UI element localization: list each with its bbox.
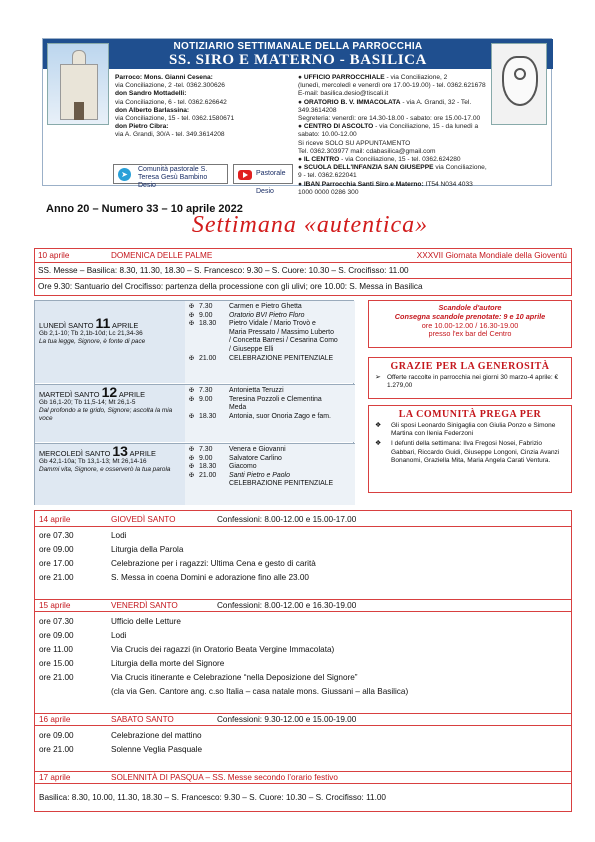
palm-masses: SS. Messe – Basilica: 8.30, 11.30, 18.30 – S. Francesco: 9.30 – S. Cuore: 10.30 – S. Crocifisso: 11.00	[38, 266, 409, 275]
scandole-place: presso l'ex bar del Centro	[428, 329, 512, 339]
monday-masses: ✠ 7.30 Carmen e Pietro Ghetta ✠ 9.00 Oratorio BVI Pietro Floro ✠ 18.30 Pietro Vidale / Mario Trovò e Maria Pressato / Massimo Luberto / Concetta Barresi / Cesarina Como / Giuseppe Elli ✠ 21.00 CELEBRAZIONE PENITENZIALE	[185, 301, 355, 383]
donations-text: Offerte raccolte in parrocchia nei giorni 30 marzo-4 aprile: € 1.279,00	[387, 374, 559, 389]
thursday-header: 14 aprile GIOVEDÌ SANTO Confessioni: 8.00-12.00 e 15.00-17.00	[35, 514, 571, 527]
church-photo	[47, 43, 109, 125]
palm-note: XXXVII Giornata Mondiale della Gioventù	[416, 251, 567, 260]
bullet-icon: ❖	[375, 440, 382, 448]
palm-date: 10 aprile	[38, 251, 70, 260]
day-tuesday: MARTEDÌ SANTO 12 APRILE Gb 16,1-20; Tb 11,5-14; Mt 26,1-5 Dal profondo a te grido, Signore; ascolta la mia voce	[35, 384, 185, 442]
weekday-intentions	[34, 300, 354, 505]
tuesday-masses: ✠ 7.30 Antonietta Teruzzi ✠ 9.00 Teresina Pozzoli e Clementina Meda ✠ 18.30 Antonia, suor Onoria Zago e fam.	[185, 384, 355, 442]
prayer-deceased: I defunti della settimana: Ilva Fregosi Nosei, Fabrizio Gabbari, Riccardo Guidi, Giuseppe Longoni, Cinzia Avanzi Bonanomi, Graziella Mita, Maria Angela Carati Ventura.	[391, 440, 560, 464]
donations-title: GRAZIE PER LA GENEROSITÀ	[390, 361, 550, 372]
palm-procession: Ore 9.30: Santuario del Crocifisso: partenza della processione con gli ulivi; ore 10.00: S. Messa in Basilica	[35, 278, 571, 292]
masthead-banner	[43, 39, 553, 69]
issue-line: Anno 20 – Numero 33 – 10 aprile 2022	[46, 203, 243, 215]
telegram-icon: ➤	[118, 168, 131, 181]
parish-seal-icon	[491, 43, 547, 125]
prayer-spouses: Gli sposi Leonardo Sinigaglia con Giulia Ponzo e Simone Martina con Ilenia Federzoni	[391, 422, 556, 438]
newsletter-kicker: NOTIZIARIO SETTIMANALE DELLA PARROCCHIA	[173, 41, 423, 52]
prayer-box	[368, 405, 572, 493]
scandole-hours: ore 10.00-12.00 / 16.30-19.00	[421, 320, 519, 330]
easter-header: 17 aprile SOLENNITÀ DI PASQUA – SS. Messe secondo l’orario festivo	[35, 771, 571, 784]
prayer-title: LA COMUNITÀ PREGA PER	[398, 409, 542, 420]
bullet-icon: ➢	[375, 374, 381, 381]
holy-week-box: 14 aprile GIOVEDÌ SANTO Confessioni: 8.00-12.00 e 15.00-17.00 ore 07.30 Lodi ore 09.00 Liturgia della Parola ore 17.00 Celebrazione per i ragazzi: Ultima Cena e gesto di carità ore 21.00 S. Messa in coena Domini e adorazione fino alle 23.00 15 aprile VENERDÌ SANTO Confessioni: 8.00-12.00 e 16.30-19.00 ore 07.30 Ufficio delle Letture ore 09.00 Lodi ore 11.00 Via Crucis dei ragazzi (in Oratorio Beata Vergine Immacolata) ore 15.00 Liturgia della morte del Signore ore 21.00 Via Crucis itinerante e Celebrazione “nella Deposizione del Signore” (cla via Gen. Cantore ang. c.so Italia – casa natale mons. Giussani – alla Basilica) 16 aprile SABATO SANTO Confessioni: 9.30-12.00 e 15.00-19.00 ore 09.00 Celebrazione del mattino ore 21.00 Solenne Veglia Pasquale 17 aprile SOLENNITÀ DI PASQUA – SS. Messe secondo l’orario festivo Basilica: 8.30, 10.00, 11.30, 18.30 – S. Francesco: 9.30 – S. Cuore: 10.30 – S. Crocifisso: 11.00	[34, 510, 572, 812]
scandole-delivery: Consegna scandole prenotate: 9 e 10 aprile	[394, 311, 546, 321]
youtube-icon	[238, 170, 252, 180]
palm-sunday-box	[34, 248, 572, 296]
bullet-icon: ❖	[375, 422, 382, 429]
day-wednesday: MERCOLEDÌ SANTO 13 APRILE Gb 42,1-10a; Tb 13,1-13; Mt 26,14-16 Dammi vita, Signore, e osserverò la tua parola	[35, 443, 185, 505]
scandole-box	[368, 300, 572, 348]
masthead	[42, 38, 552, 196]
parish-name: SS. SIRO E MATERNO - BASILICA	[168, 52, 427, 68]
page-title: Settimana «autentica»	[191, 212, 429, 238]
clergy-list: Parroco: Mons. Gianni Cesena: via Conciliazione, 2 -tel. 0362.300626 don Sandro Mottadelli: via Conciliazione, 6 - tel. 0362.626642 don Alberto Barlassina: via Conciliazione, 15 - tel. 0362.1580671 don Pietro Cibra: via A. Grandi, 30/A - tel. 349.3614208	[115, 74, 235, 139]
friday-header: 15 aprile VENERDÌ SANTO Confessioni: 8.00-12.00 e 16.30-19.00	[35, 599, 571, 612]
palm-name: DOMENICA DELLE PALME	[111, 251, 213, 260]
day-monday: LUNEDÌ SANTO 11 APRILE Gb 2,1-10; Tb 2,1b-10d; Lc 21,34-36 La tua legge, Signore, è fonte di pace	[35, 301, 185, 383]
saturday-header: 16 aprile SABATO SANTO Confessioni: 9.30-12.00 e 15.00-19.00	[35, 713, 571, 726]
wednesday-masses: ✠ 7.30 Venera e Giovanni ✠ 9.00 Salvatore Carlino ✠ 18.30 Giacomo ✠ 21.00 Santi Pietro e Paolo CELEBRAZIONE PENITENZIALE	[185, 443, 355, 505]
offices-list: ● UFFICIO PARROCCHIALE - via Conciliazione, 2 (lunedì, mercoledì e venerdì ore 17.00-19.00) - tel. 0362.621678 E-mail: basilica.desio@tiscali.it ● ORATORIO B. V. IMMACOLATA - via A. Grandi, 32 - Tel. 349.3614208 Segreteria: venerdì: ore 14.30-18.00 - sabato: ore 15.00-17.00 ● CENTRO DI ASCOLTO - via Conciliazione, 15 - da lunedì a sabato: 10.00-12.00 Si riceve SOLO SU APPUNTAMENTO Tel. 0362.303977 mail: cdabasilica@gmail.com ● IL CENTRO - via Conciliazione, 15 - tel. 0362.624280 ● SCUOLA DELL'INFANZIA SAN GIUSEPPE via Conciliazione, 9 - tel. 0362.622041 ● IBAN Parrocchia Santi Siro e Materno: IT54 N034 4033 1000 0000 0286 300	[298, 74, 487, 196]
scandole-title: Scandole d'autore	[438, 303, 502, 312]
telegram-link[interactable]: ➤ Comunità pastorale S. Teresa Gesù Bambino Desio	[113, 164, 228, 184]
youtube-link[interactable]: Pastorale Desio	[233, 164, 293, 184]
donations-box	[368, 357, 572, 399]
